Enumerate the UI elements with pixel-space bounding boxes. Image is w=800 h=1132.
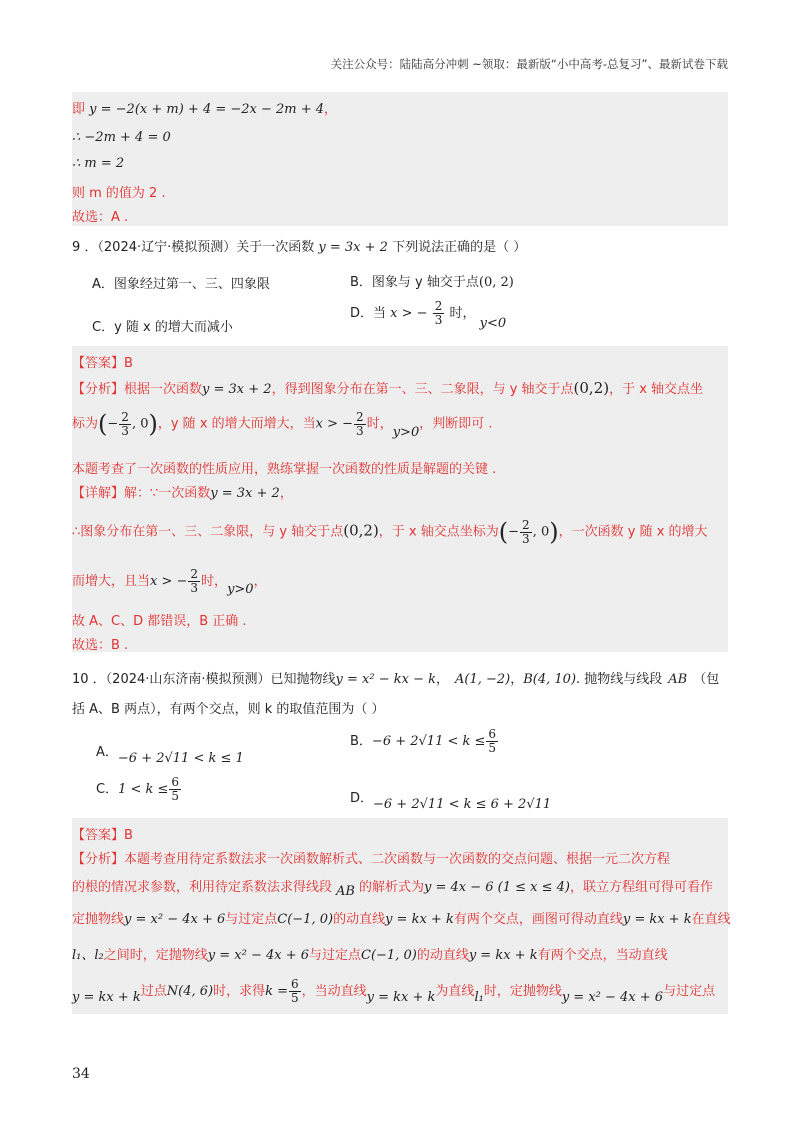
q9-option-a: A．图象经过第一、三、四象限 <box>92 277 270 292</box>
q10-c-fraction: $\frac{6}{5}$ <box>171 775 180 803</box>
q9-stem: 9 ．（2024·辽宁·模拟预测）关于一次函数 y = 3x + 2 下列说法正确的是（ ） <box>72 240 527 255</box>
q9-d-fraction: $\frac{2}{3}$ <box>434 299 443 327</box>
prev-solution-line-4: 则 m 的值为 2 . <box>72 186 166 201</box>
q10-analysis-line-3: 定抛物线y = x² − 4x + 6与过定点C(−1, 0)的动直线y = kx + k有两个交点，画图可得动直线y = kx + k在直线 <box>72 912 731 927</box>
q10-k-fraction: $\frac{6}{5}$ <box>291 977 299 1005</box>
prev-solution-line-1: 即 y = −2(x + m) + 4 = −2x − 2m + 4， <box>72 102 338 117</box>
q10-analysis-line-4: l₁、l₂之间时，定抛物线y = x² − 4x + 6与过定点C(−1, 0)的动直线y = kx + k有两个交点，当动直线 <box>72 948 668 963</box>
q10-analysis-line-2: 的根的情况求参数，利用待定系数法求得线段 AB 的解析式为y = 4x − 6 (1 ≤ x ≤ 4)，联立方程组可得可看作 <box>72 880 713 899</box>
page-number: 34 <box>72 1066 90 1082</box>
q9-answer-block <box>72 346 728 652</box>
q9-option-b: B．图象与 y 轴交于点(0, 2) <box>350 275 514 290</box>
q9-analysis-line-1: 【分析】根据一次函数y = 3x + 2，得到图象分布在第一、三、二象限，与 y 轴交于点(0,2)，于 x 轴交点坐 <box>72 379 704 397</box>
q10-analysis-line-5: y = kx + k过点N(4, 6)时，求得k = $\frac{6}{5}$ ，当动直线y = kx + k为直线l₁时，定抛物线y = x² − 4x + 6与过定点 <box>72 977 716 1005</box>
q9-option-c: C．y 随 x 的增大而减小 <box>92 320 233 335</box>
q9-detail-fraction-1: $\frac{2}{3}$ <box>522 517 530 546</box>
page-header: 关注公众号：陆陆高分冲刺 ~领取：最新版“小中高考-总复习”、最新试卷下载 <box>330 57 728 71</box>
q10-stem-line-1: 10 ．（2024·山东济南·模拟预测）已知抛物线y = x² − kx − k， A(1, −2)，B(4, 10). 抛物线与线段 AB （包 <box>72 672 720 687</box>
q9-detail-fraction-2: $\frac{2}{3}$ <box>190 567 199 595</box>
q9-option-d: D．当 x > − $\frac{2}{3}$ 时， y<0 <box>350 299 507 331</box>
q10-b-fraction: $\frac{6}{5}$ <box>488 727 497 755</box>
q10-option-c: C．1 < k ≤ $\frac{6}{5}$ <box>96 775 180 803</box>
prev-solution-line-3: ∴ m = 2 <box>72 156 125 171</box>
prev-solution-block <box>72 92 728 226</box>
q9-detail-line-1: 【详解】解：∵一次函数y = 3x + 2， <box>72 486 293 501</box>
q10-analysis-line-1: 【分析】本题考查用待定系数法求一次函数解析式、二次函数与一次函数的交点问题、根据一元二次方程 <box>72 852 671 867</box>
q10-option-b: B．−6 + 2√11 < k ≤ $\frac{6}{5}$ <box>350 727 497 755</box>
q10-option-a: A．−6 + 2√11 < k ≤ 1 <box>96 745 244 766</box>
q9-detail-line-2: ∴图象分布在第一、三、二象限，与 y 轴交于点(0,2)，于 x 轴交点坐标为(− $\frac{2}{3}$ , 0)，一次函数 y 随 x 的增大 <box>72 517 708 546</box>
q9-analysis-line-2: 标为(− $\frac{2}{3}$ , 0)，y 随 x 的增大而增大，当x > − $\frac{2}{3}$ 时，y>0，判断即可 . <box>72 409 493 440</box>
q9-detail-line-4: 故 A、C、D 都错误，B 正确 . <box>72 614 247 629</box>
q10-stem-line-2: 括 A、B 两点），有两个交点，则 k 的取值范围为（ ） <box>72 702 385 717</box>
q9-analysis-fraction-2: $\frac{2}{3}$ <box>356 409 364 438</box>
q9-answer: 【答案】B <box>72 356 133 371</box>
prev-solution-line-5: 故选：A . <box>72 210 129 225</box>
q9-detail-line-3: 而增大，且当x > − $\frac{2}{3}$ 时，y>0， <box>72 567 267 597</box>
prev-solution-line-2: ∴ −2m + 4 = 0 <box>72 130 171 145</box>
q9-analysis-line-3: 本题考查了一次函数的性质应用，熟练掌握一次函数的性质是解题的关键 . <box>72 462 497 477</box>
q10-answer-block <box>72 818 731 1014</box>
q9-analysis-fraction-1: $\frac{2}{3}$ <box>121 409 129 438</box>
q10-option-d: D．−6 + 2√11 < k ≤ 6 + 2√11 <box>350 791 552 812</box>
q9-detail-line-5: 故选：B . <box>72 638 129 653</box>
q10-answer: 【答案】B <box>72 828 133 843</box>
